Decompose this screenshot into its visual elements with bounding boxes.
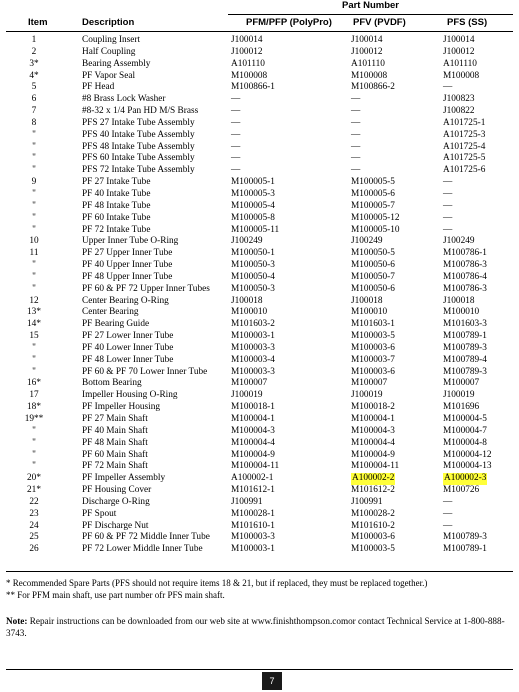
header-description: Description — [82, 17, 135, 28]
page-bottom-rule — [6, 669, 513, 670]
cell-item: " — [32, 425, 36, 436]
cell-polypro: J100018 — [231, 295, 263, 306]
cell-description: PF 48 Intake Tube — [82, 200, 151, 211]
cell-ss: M100007 — [443, 378, 480, 389]
table-row — [6, 130, 513, 142]
cell-description: Bottom Bearing — [82, 378, 142, 389]
cell-description: PF Discharge Nut — [82, 520, 149, 531]
table-row — [6, 378, 513, 390]
cell-item: 14* — [27, 319, 41, 330]
cell-ss: J100014 — [443, 35, 475, 45]
cell-ss: M100004-7 — [443, 425, 487, 436]
cell-pvdf: M100050-6 — [351, 283, 395, 294]
cell-polypro: M100003-1 — [231, 544, 275, 555]
cell-ss: A101110 — [443, 58, 477, 69]
table-row — [6, 225, 513, 237]
cell-description: PF Impeller Housing — [82, 402, 160, 413]
cell-pvdf: M100003-7 — [351, 354, 395, 365]
table-row — [6, 438, 513, 450]
cell-polypro: M100007 — [231, 378, 268, 389]
table-row — [6, 35, 513, 47]
cell-item: 24 — [29, 520, 39, 531]
cell-polypro: M100003-4 — [231, 354, 275, 365]
cell-description: Center Bearing — [82, 307, 139, 318]
cell-item: 18* — [27, 402, 41, 413]
cell-pvdf: M100004-1 — [351, 414, 395, 424]
cell-pvdf: M100005-5 — [351, 177, 395, 188]
cell-pvdf: J100249 — [351, 236, 383, 247]
cell-description: Upper Inner Tube O-Ring — [82, 236, 179, 247]
cell-item: 26 — [29, 544, 39, 555]
cell-description: PF Spout — [82, 508, 117, 519]
cell-item: 9 — [31, 177, 37, 188]
cell-description: #8-32 x 1/4 Pan HD M/S Brass — [82, 106, 199, 117]
cell-polypro: — — [231, 153, 241, 164]
cell-item: 19** — [24, 414, 44, 424]
cell-pvdf: M100010 — [351, 307, 388, 318]
cell-ss: M100786-3 — [443, 260, 487, 271]
table-row — [6, 414, 513, 426]
cell-item: " — [32, 449, 36, 460]
table-header — [6, 16, 513, 32]
cell-polypro: M100028-1 — [231, 508, 275, 519]
table-row — [6, 509, 513, 521]
cell-polypro: J100991 — [231, 496, 263, 507]
cell-item: 23 — [29, 508, 39, 519]
table-row — [6, 213, 513, 225]
cell-polypro: M100003-3 — [231, 342, 275, 353]
table-row — [6, 367, 513, 379]
cell-polypro: M101612-1 — [231, 485, 275, 496]
cell-polypro: M100018-1 — [231, 402, 275, 413]
footnotes — [6, 578, 516, 601]
cell-description: #8 Brass Lock Washer — [82, 94, 166, 105]
table-row — [6, 47, 513, 59]
cell-item: " — [32, 224, 36, 235]
cell-description: PFS 48 Intake Tube Assembly — [82, 141, 195, 152]
cell-description: PFS 72 Intake Tube Assembly — [82, 165, 195, 176]
cell-ss: — — [443, 82, 453, 93]
cell-item: " — [32, 141, 36, 152]
cell-description: PF Head — [82, 82, 115, 93]
table-row — [6, 118, 513, 130]
cell-ss: J100249 — [443, 236, 475, 247]
cell-description: PF Housing Cover — [82, 485, 152, 496]
cell-ss: M100004-5 — [443, 414, 487, 424]
table-row — [6, 272, 513, 284]
table-row — [6, 296, 513, 308]
cell-ss: — — [443, 508, 453, 519]
table-row — [6, 544, 513, 556]
cell-item: 1 — [31, 35, 37, 45]
cell-item: " — [32, 212, 36, 223]
cell-ss: — — [443, 188, 453, 199]
table-row — [6, 260, 513, 272]
header-polypro: PFM/PFP (PolyPro) — [246, 17, 332, 28]
cell-ss: M100789-1 — [443, 544, 487, 555]
cell-pvdf: J100014 — [351, 35, 383, 45]
cell-pvdf: — — [351, 165, 361, 176]
cell-ss: A101725-4 — [443, 141, 486, 152]
cell-polypro: — — [231, 141, 241, 152]
cell-polypro: M100866-1 — [231, 82, 275, 93]
cell-polypro: M101610-1 — [231, 520, 275, 531]
cell-polypro: M100003-3 — [231, 366, 275, 377]
cell-polypro: M100010 — [231, 307, 268, 318]
table-row — [6, 485, 513, 497]
cell-polypro: M100003-3 — [231, 532, 275, 543]
cell-description: Center Bearing O-Ring — [82, 295, 169, 306]
cell-description: PF 48 Upper Inner Tube — [82, 271, 173, 282]
cell-description: PF 48 Main Shaft — [82, 437, 148, 448]
cell-polypro: M100008 — [231, 70, 268, 81]
cell-pvdf: M100003-6 — [351, 366, 395, 377]
table-row — [6, 153, 513, 165]
table-row — [6, 331, 513, 343]
cell-description: PF 72 Lower Middle Inner Tube — [82, 544, 203, 555]
cell-ss: M100789-3 — [443, 532, 487, 543]
cell-pvdf: M101603-1 — [351, 319, 395, 330]
cell-description: PF 40 Lower Inner Tube — [82, 342, 174, 353]
cell-pvdf: A101110 — [351, 58, 385, 69]
cell-item: 25 — [29, 532, 39, 543]
cell-description: PFS 27 Intake Tube Assembly — [82, 117, 195, 128]
cell-description: PFS 60 Intake Tube Assembly — [82, 153, 195, 164]
cell-pvdf: M100004-3 — [351, 425, 395, 436]
cell-polypro: A100002-1 — [231, 473, 274, 484]
cell-item: 21* — [27, 485, 41, 496]
cell-item: " — [32, 283, 36, 294]
table-row — [6, 532, 513, 544]
note-label: Note: — [6, 616, 28, 626]
header-ss: PFS (SS) — [447, 17, 488, 28]
cell-pvdf: — — [351, 94, 361, 105]
table-row — [6, 343, 513, 355]
cell-pvdf: M100050-6 — [351, 260, 395, 271]
header-pvdf: PFV (PVDF) — [353, 17, 406, 28]
cell-item: " — [32, 260, 36, 271]
cell-description: PF 27 Upper Inner Tube — [82, 248, 173, 259]
cell-ss: J100019 — [443, 390, 475, 401]
part-number-group-header — [228, 0, 513, 15]
cell-ss: M100004-8 — [443, 437, 487, 448]
note-text: Repair instructions can be downloaded from our web site at www.finishthompson.comor contact Technical Service at 1-800-888-3743. — [6, 616, 505, 638]
cell-pvdf: M100005-7 — [351, 200, 395, 211]
cell-item: " — [32, 437, 36, 448]
cell-pvdf: M100004-9 — [351, 449, 395, 460]
cell-pvdf: M100050-7 — [351, 271, 395, 282]
cell-pvdf: M100003-6 — [351, 342, 395, 353]
cell-polypro: M100050-3 — [231, 260, 275, 271]
cell-pvdf: M100866-2 — [351, 82, 395, 93]
cell-polypro: — — [231, 117, 241, 128]
cell-ss: A101725-6 — [443, 165, 486, 176]
table-bottom-rule — [6, 571, 513, 572]
cell-ss: J100823 — [443, 94, 475, 105]
cell-polypro: M100004-1 — [231, 414, 275, 424]
table-row — [6, 236, 513, 248]
cell-pvdf: M101610-2 — [351, 520, 395, 531]
footnote-spare-parts: * Recommended Spare Parts (PFS should not require items 18 & 21, but if replaced, they must be replaced together.) — [6, 578, 428, 588]
cell-ss: — — [443, 496, 453, 507]
cell-ss: A101725-5 — [443, 153, 486, 164]
cell-pvdf: M100005-6 — [351, 188, 395, 199]
cell-item: 17 — [29, 390, 39, 401]
cell-ss: J100822 — [443, 106, 475, 117]
cell-item: 6 — [31, 94, 37, 105]
table-row — [6, 461, 513, 473]
cell-ss: — — [443, 177, 453, 188]
cell-description: PF 60 Intake Tube — [82, 212, 151, 223]
cell-item: 13* — [27, 307, 41, 318]
cell-pvdf: M100007 — [351, 378, 388, 389]
cell-ss: M100789-4 — [443, 354, 487, 365]
cell-item: " — [32, 461, 36, 472]
cell-item: 11 — [29, 248, 39, 259]
table-row — [6, 94, 513, 106]
cell-ss: M100786-3 — [443, 283, 487, 294]
header-item: Item — [28, 17, 48, 28]
cell-ss: J100018 — [443, 295, 475, 306]
cell-description: PF 60 & PF 72 Upper Inner Tubes — [82, 283, 210, 294]
cell-polypro: J100012 — [231, 46, 263, 57]
cell-polypro: M101603-2 — [231, 319, 275, 330]
cell-item: " — [32, 153, 36, 164]
cell-polypro: A101110 — [231, 58, 265, 69]
table-row — [6, 497, 513, 509]
cell-pvdf: — — [351, 117, 361, 128]
table-row — [6, 248, 513, 260]
cell-ss: M100726 — [443, 485, 480, 496]
cell-ss: — — [443, 200, 453, 211]
cell-pvdf: J100018 — [351, 295, 383, 306]
cell-description: Discharge O-Ring — [82, 496, 150, 507]
cell-description: PF 72 Intake Tube — [82, 224, 151, 235]
cell-pvdf: — — [351, 141, 361, 152]
cell-item: " — [32, 271, 36, 282]
cell-description: PF 27 Main Shaft — [82, 414, 148, 424]
cell-pvdf: — — [351, 153, 361, 164]
cell-polypro: M100003-1 — [231, 331, 275, 342]
cell-ss: A101725-1 — [443, 117, 486, 128]
cell-polypro: M100005-11 — [231, 224, 280, 235]
cell-pvdf: M100050-5 — [351, 248, 395, 259]
cell-polypro: M100004-11 — [231, 461, 280, 472]
table-row — [6, 201, 513, 213]
cell-ss: M100789-1 — [443, 331, 487, 342]
cell-polypro: M100005-3 — [231, 188, 275, 199]
cell-pvdf: M100003-6 — [351, 532, 395, 543]
cell-item: 5 — [31, 82, 37, 93]
cell-ss: — — [443, 224, 453, 235]
cell-description: Bearing Assembly — [82, 58, 151, 69]
cell-pvdf: M100008 — [351, 70, 388, 81]
cell-pvdf: J100019 — [351, 390, 383, 401]
cell-item: 7 — [31, 106, 37, 117]
cell-pvdf: — — [351, 129, 361, 140]
table-row — [6, 390, 513, 402]
cell-polypro: M100004-9 — [231, 449, 275, 460]
cell-polypro: M100005-4 — [231, 200, 275, 211]
cell-pvdf: — — [351, 106, 361, 117]
part-number-label: Part Number — [341, 0, 399, 11]
cell-polypro: M100050-4 — [231, 271, 275, 282]
cell-ss: M100786-4 — [443, 271, 487, 282]
cell-item: " — [32, 200, 36, 211]
cell-ss: A100002-3 — [444, 473, 487, 484]
cell-description: PF 27 Lower Inner Tube — [82, 331, 174, 342]
cell-description: PF 60 & PF 72 Middle Inner Tube — [82, 532, 210, 543]
table-row — [6, 450, 513, 462]
cell-description: Impeller Housing O-Ring — [82, 390, 178, 401]
cell-polypro: M100050-3 — [231, 283, 275, 294]
cell-description: PF Vapor Seal — [82, 70, 136, 81]
cell-ss: M100010 — [443, 307, 480, 318]
cell-polypro: — — [231, 129, 241, 140]
table-row — [6, 106, 513, 118]
table-row — [6, 402, 513, 414]
cell-item: 12 — [29, 295, 39, 306]
cell-ss: M100004-13 — [443, 461, 492, 472]
cell-ss: J100012 — [443, 46, 475, 57]
cell-description: PF 40 Main Shaft — [82, 425, 148, 436]
cell-ss: M100786-1 — [443, 248, 487, 259]
cell-item: " — [32, 342, 36, 353]
cell-pvdf: M100018-2 — [351, 402, 395, 413]
cell-item: 8 — [31, 117, 37, 128]
cell-item: 16* — [27, 378, 41, 389]
cell-item: 3* — [29, 58, 39, 69]
table-row — [6, 355, 513, 367]
cell-polypro: J100014 — [231, 35, 263, 45]
cell-ss: M100789-3 — [443, 342, 487, 353]
cell-ss: A101725-3 — [443, 129, 486, 140]
cell-description: Half Coupling — [82, 46, 136, 57]
cell-item: 20* — [27, 473, 41, 484]
cell-item: 4* — [29, 70, 39, 81]
cell-polypro: M100004-4 — [231, 437, 275, 448]
cell-polypro: — — [231, 94, 241, 105]
cell-item: 15 — [29, 331, 39, 342]
page-number: 7 — [262, 672, 282, 690]
repair-note — [6, 615, 511, 639]
footnote-main-shaft: ** For PFM main shaft, use part number ofr PFS main shaft. — [6, 589, 225, 600]
table-row — [6, 521, 513, 533]
cell-item: 22 — [29, 496, 39, 507]
cell-pvdf: M100004-11 — [351, 461, 400, 472]
cell-ss: — — [443, 520, 453, 531]
table-row — [6, 319, 513, 331]
cell-pvdf: M101612-2 — [351, 485, 395, 496]
cell-description: PF Impeller Assembly — [82, 473, 166, 484]
cell-polypro: M100005-1 — [231, 177, 275, 188]
cell-pvdf: M100005-12 — [351, 212, 400, 223]
cell-ss: — — [443, 212, 453, 223]
cell-description: PF Bearing Guide — [82, 319, 150, 330]
cell-ss: M100789-3 — [443, 366, 487, 377]
cell-description: PF 40 Upper Inner Tube — [82, 260, 173, 271]
cell-polypro: — — [231, 165, 241, 176]
cell-pvdf: M100028-2 — [351, 508, 395, 519]
cell-description: PFS 40 Intake Tube Assembly — [82, 129, 195, 140]
cell-description: PF 72 Main Shaft — [82, 461, 148, 472]
parts-table-body — [6, 35, 513, 556]
cell-polypro: M100004-3 — [231, 425, 275, 436]
table-row — [6, 142, 513, 154]
table-row — [6, 426, 513, 438]
table-row — [6, 82, 513, 94]
table-row — [6, 71, 513, 83]
cell-item: " — [32, 188, 36, 199]
table-row — [6, 284, 513, 296]
cell-ss: M101603-3 — [443, 319, 487, 330]
cell-pvdf: M100004-4 — [351, 437, 395, 448]
cell-ss: M100004-12 — [443, 449, 492, 460]
cell-description: PF 27 Intake Tube — [82, 177, 151, 188]
cell-polypro: J100019 — [231, 390, 263, 401]
cell-ss: M101696 — [443, 402, 480, 413]
table-row — [6, 59, 513, 71]
cell-pvdf: M100003-5 — [351, 544, 395, 555]
cell-item: " — [32, 129, 36, 140]
cell-description: PF 60 & PF 70 Lower Inner Tube — [82, 366, 208, 377]
cell-description: PF 48 Lower Inner Tube — [82, 354, 174, 365]
cell-item: " — [32, 354, 36, 365]
cell-pvdf: M100003-5 — [351, 331, 395, 342]
cell-polypro: J100249 — [231, 236, 263, 247]
table-row — [6, 189, 513, 201]
cell-pvdf: J100012 — [351, 46, 383, 57]
cell-item: " — [32, 366, 36, 377]
cell-pvdf: M100005-10 — [351, 224, 400, 235]
table-row — [6, 177, 513, 189]
table-row — [6, 165, 513, 177]
cell-description: PF 60 Main Shaft — [82, 449, 148, 460]
cell-item: 10 — [29, 236, 39, 247]
table-row — [6, 473, 513, 485]
cell-pvdf: A100002-2 — [352, 473, 395, 484]
cell-item: " — [32, 165, 36, 176]
cell-polypro: — — [231, 106, 241, 117]
cell-polypro: M100005-8 — [231, 212, 275, 223]
table-row — [6, 307, 513, 319]
cell-item: 2 — [31, 46, 37, 57]
cell-pvdf: J100991 — [351, 496, 383, 507]
cell-ss: M100008 — [443, 70, 480, 81]
cell-polypro: M100050-1 — [231, 248, 275, 259]
cell-description: PF 40 Intake Tube — [82, 188, 151, 199]
cell-description: Coupling Insert — [82, 35, 141, 45]
